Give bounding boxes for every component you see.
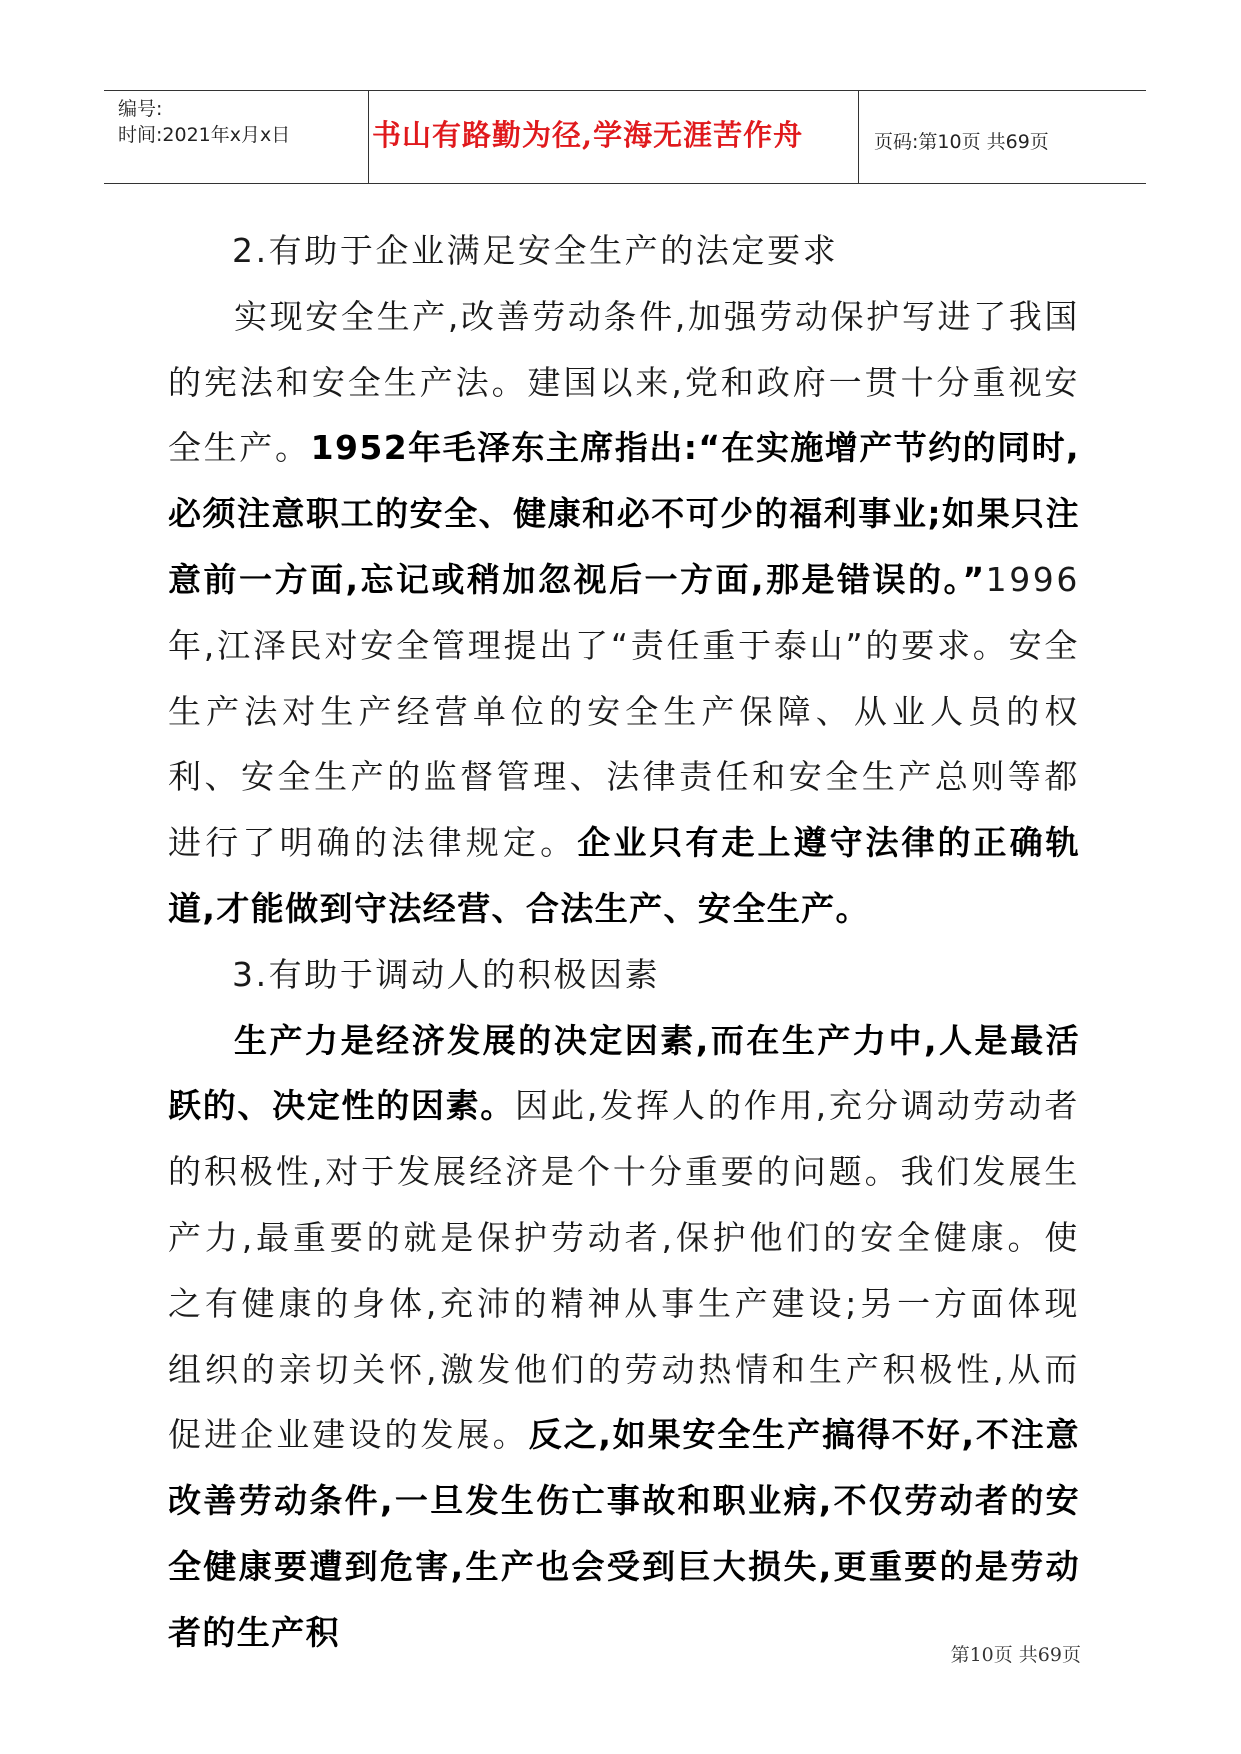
header-motto: 书山有路勤为径,学海无涯苦作舟 [372,118,804,152]
header-page-label: 页码:第10页 共69页 [874,131,1049,153]
document-body [168,218,1080,1666]
header-divider-right [858,90,859,184]
paragraph-human-factors [168,1008,1080,1666]
emphasis-text: 生产力是经济发展的决定因素,而在生产力中,人是最活跃的、决定性的因素。 [168,1020,1080,1126]
emphasis-text: 反之,如果安全生产搞得不好,不注意改善劳动条件,一旦发生伤亡事故和职业病,不仅劳动者的安全健康要遭到危害,生产也会受到巨大损失,更重要的是劳动者的生产积 [168,1415,1081,1652]
header-top-rule [104,90,1146,91]
page-footer: 第10页 共69页 [950,1644,1081,1666]
paragraph-text: 因此,发挥人的作用,充分调动劳动者的积极性,对于发展经济是个十分重要的问题。我们发展生产力,最重要的就是保护劳动者,保护他们的安全健康。使之有健康的身体,充沛的精神从事生产建设;另一方面体现组织的亲切关怀,激发他们的劳动热情和生产积极性,从而促进企业建设的发展。 [168,1086,1081,1455]
paragraph-text: 1996年,江泽民对安全管理提出了“责任重于泰山”的要求。安全生产法对生产经营单位的安全生产保障、从业人员的权利、安全生产的监督管理、法律责任和安全生产总则等都进行了明确的法律规定。 [168,559,1080,863]
header-divider-left [368,90,369,184]
header-number-label: 编号: [118,98,163,120]
emphasis-text: 企业只有走上遵守法律的正确轨道,才能做到守法经营、合法生产、安全生产。 [168,823,1080,928]
header-date-label: 时间:2021年x月x日 [118,124,291,146]
section-heading-3: 3.有助于调动人的积极因素 [232,954,661,994]
paragraph-text: 实现安全生产,改善劳动条件,加强劳动保护写进了我国的宪法和安全生产法。建国以来,党和政府一贯十分重视安全生产。 [168,296,1080,468]
paragraph-legal-requirements [168,284,1080,942]
quote-text: 1952年毛泽东主席指出:“在实施增产节约的同时,必须注意职工的安全、健康和必不可少的福利事业;如果只注意前一方面,忘记或稍加忽视后一方面,那是错误的。” [168,428,1080,599]
header-bottom-rule [104,183,1146,184]
section-heading-2: 2.有助于企业满足安全生产的法定要求 [232,231,839,270]
